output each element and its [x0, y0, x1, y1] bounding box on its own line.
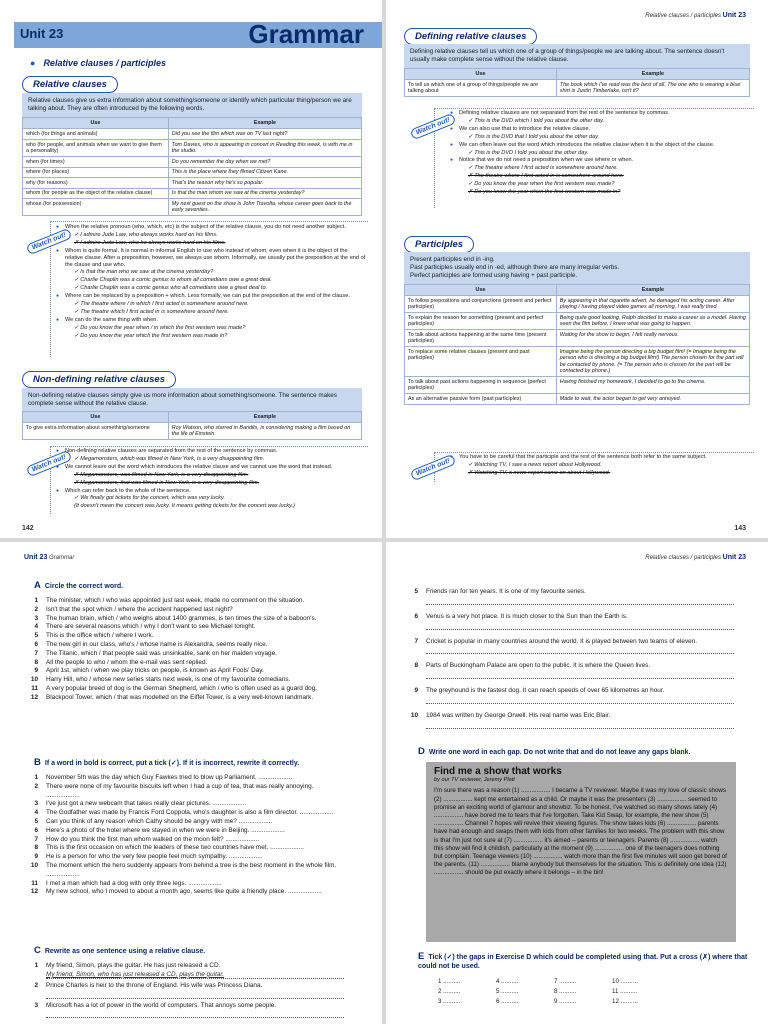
answer-line[interactable]: [426, 721, 734, 729]
exercise-a-letter: A: [34, 580, 41, 591]
item-text: My new school, who I moved to about a month ago, seems like quite a friendly place. ...................: [46, 888, 322, 896]
example-cell: This is the place where they filmed Citizen Kane.: [168, 167, 361, 178]
answer-line[interactable]: [426, 696, 734, 704]
table-row: [405, 313, 750, 330]
table-row: [23, 199, 362, 216]
watch-out-example: ✓ Charlie Chaplin was a comic genius to whom all comedians owe a great deal.: [74, 277, 272, 284]
answer-line[interactable]: [426, 646, 734, 654]
page-143: [386, 0, 768, 538]
table-row: [405, 296, 750, 313]
example-cell: Imagine being the person directing a big budget film! (= Imagine being the person who is directing a big budget film!) The person chosen for the part will be contacted by phone. (= The person who is chosen for the part will be contacted by phone.): [556, 347, 749, 377]
item-number: 12: [30, 888, 38, 896]
exercise-b-list: [24, 774, 344, 897]
answer-slot[interactable]: 4 ..........: [496, 978, 519, 985]
table-row: [405, 80, 750, 97]
answer-slot[interactable]: 12 ..........: [612, 998, 638, 1005]
answer-slot[interactable]: 2 ..........: [438, 988, 461, 995]
exercise-e-answer-grid: [438, 978, 670, 1005]
answer-slot[interactable]: 5 ..........: [496, 988, 519, 995]
item-number: 10: [410, 711, 418, 719]
th-example: Example: [556, 285, 749, 296]
watch-out-example: ✗ Watching TV, a news report came on about Hollywood.: [468, 469, 611, 476]
example-cell: Waiting for the show to begin, I felt really nervous.: [556, 330, 749, 347]
table-row: [23, 140, 362, 157]
watch-out-rule: ● Notice that we do not need a preposition when we use where or when.: [450, 157, 750, 164]
list-item: [24, 888, 344, 897]
item-text: I've just got a new webcam that takes really clear pictures. ...................: [46, 800, 247, 808]
list-item: [24, 694, 344, 703]
item-number: 7: [414, 637, 418, 645]
th-use: Use: [23, 412, 169, 423]
list-item: [24, 650, 344, 659]
list-item: [24, 667, 344, 676]
item-text: Friends ran for ten years. It is one of my favourite series.: [426, 588, 586, 595]
exercise-b-heading: [34, 757, 299, 768]
running-unit: Unit 23: [722, 12, 746, 19]
table-row: [405, 377, 750, 394]
use-cell: To talk about past actions happening in sequence (perfect participles): [405, 377, 557, 394]
use-cell: whom (for people as the object of the relative clause): [23, 188, 169, 199]
answer-slot[interactable]: 1 ..........: [438, 978, 461, 985]
list-item: [24, 809, 344, 818]
item-text: The human brain, which / who weighs about 1400 grammes, is ten times the size of a baboon's.: [46, 614, 317, 622]
list-item: [24, 982, 344, 991]
relative-clauses-intro: Relative clauses give us extra information about something/someone or identify which particular thing/person we are talking about. They are often introduced by the following words.: [22, 93, 362, 117]
answer-slot[interactable]: 6 ..........: [496, 998, 519, 1005]
watch-out-example: ✓ Is that the man who we saw at the cinema yesterday?: [74, 269, 214, 276]
item-number: 5: [414, 588, 418, 595]
participles-pill: Participles: [404, 236, 474, 253]
item-text: 1984 was written by George Orwell. His real name was Eric Blair.: [426, 711, 611, 719]
item-text: Harry Hill, who / whose new series starts next week, is one of my favourite comedians.: [46, 676, 291, 684]
answer-line[interactable]: [46, 991, 344, 999]
exercise-c-letter: C: [34, 945, 41, 956]
answer-slot[interactable]: 10 ..........: [612, 978, 638, 985]
running-header: [645, 12, 746, 19]
item-text: Microsoft has a lot of power in the world of computers. That annoys some people.: [46, 1001, 277, 1009]
watch-out-example: ✓ The theatre where / in which I first acted is somewhere around here.: [74, 301, 249, 308]
item-text: I met a man which had a dog with only three legs. ...................: [46, 879, 222, 887]
watch-out-rule: ● We can often leave out the word which introduces the relative clause when it is the object of the clause.: [450, 142, 750, 149]
use-cell: whose (for possession): [23, 199, 169, 216]
example-cell: The book which I've read was the best of all. The one who is wearing a blue shirt is Justin Timberlake, isn't it?: [556, 80, 749, 97]
watch-out-notes-3: [450, 110, 750, 197]
use-cell: To talk about actions happening at the same time (present participles): [405, 330, 557, 347]
item-text: The Godfather was made by Francis Ford Coppola, who's daughter is also a film director. ...................: [46, 809, 334, 817]
example-cell: Roy Watson, who starred in Bandits, is considering making a film based on the life of Einstein.: [168, 423, 361, 440]
answer-slot[interactable]: 8 ..........: [554, 988, 577, 995]
item-text: The greyhound is the fastest dog. It can reach speeds of over 65 kilometres an hour.: [426, 687, 665, 695]
table-row: [23, 423, 362, 440]
answer-slot[interactable]: 11 ..........: [612, 988, 638, 995]
watch-out-example: ✓ We finally got tickets for the concert, which was very lucky.: [74, 495, 225, 502]
watch-out-example: ✓ Do you know the year when / in which the first western was made?: [74, 324, 246, 331]
item-text: The Titanic, which / that people said was unsinkable, sank on her maiden voyage.: [46, 649, 277, 657]
watch-out-example: ✓ Megamonsters, which was filmed in New York, is a very disappointing film.: [74, 455, 265, 462]
running-title: Relative clauses / participles: [645, 555, 721, 561]
watch-out-rule: ● Where can be replaced by a preposition + which. Less formally, we can put the preposition at the end of the clause.: [56, 293, 366, 300]
running-header: [645, 554, 746, 561]
item-text: Parts of Buckingham Palace are open to the public. It is where the Queen lives.: [426, 662, 651, 670]
non-defining-pill: Non-defining relative clauses: [22, 371, 176, 388]
item-text: November 5th was the day which Guy Fawkes tried to blow up Parliament. ...................: [46, 774, 293, 781]
item-text: Cricket is popular in many countries around the world. It is played between two teams of eleven.: [426, 637, 698, 645]
item-text: The moment which the hero suddenly appears from behind a tree is the best moment in the whole film. ...................: [46, 861, 337, 878]
non-defining-table: [22, 411, 362, 440]
list-item: [24, 1002, 344, 1011]
defining-table: [404, 68, 750, 97]
table-row: [23, 157, 362, 168]
th-example: Example: [168, 118, 361, 129]
participles-intro-line: Present participles end in -ing.: [410, 256, 495, 263]
use-cell: To follow prepositions and conjunctions (present and perfect participles): [405, 296, 557, 313]
page-142: [0, 0, 382, 538]
watch-out-example: ✓ Do you know the year which the first western was made in?: [74, 332, 228, 339]
item-text: How do you think the first man whom walked on the moon felt? ...................: [46, 835, 260, 843]
watch-out-example: ✗ Megamonsters, was filmed in New York, is a very disappointing film.: [74, 471, 249, 478]
list-item: [24, 641, 344, 650]
exercise-d-heading: [418, 746, 691, 757]
item-text: The minister, which / who was appointed just last week, made no comment on the situation.: [46, 597, 305, 604]
running-header: [24, 554, 74, 561]
example-cell: Tom Davies, who is appearing in concert in Reading this week, is with me in the studio.: [168, 140, 361, 157]
item-number: 2: [34, 782, 38, 790]
item-number: 1: [34, 597, 38, 604]
use-cell: To explain the reason for something (present and perfect participles): [405, 313, 557, 330]
participles-intro-line: Perfect participles are formed using having + past participle.: [410, 272, 578, 279]
item-number: 5: [34, 632, 38, 640]
item-text: April 1st, which / when we play tricks on people, is known as April Fools' Day.: [46, 667, 264, 675]
table-row: [23, 178, 362, 189]
th-use: Use: [405, 285, 557, 296]
item-number: 2: [34, 605, 38, 613]
item-text: He is a person for who the very few people feel much sympathy. ...................: [46, 853, 263, 861]
example-cell: Is that the man whom we saw at the cinema yesterday?: [168, 188, 361, 199]
watch-out-rule: ● Whom is quite formal. It is normal in informal English to use who instead of whom, even when it is the object of the relative clause. After a preposition, however, we always use whom. Informally, we usually put the preposition at the end of the clause and use who.: [56, 248, 366, 269]
item-text: Here's a photo of the hotel where we stayed in when we were in Beijing. ...................: [46, 826, 285, 834]
exercise-c-continued: [404, 580, 734, 732]
item-text: A very popular breed of dog is the German Shepherd, which / who is often used as a guard dog.: [46, 684, 318, 692]
table-row: [23, 167, 362, 178]
item-number: 8: [34, 844, 38, 852]
watch-out-rule: ● You have to be careful that the participle and the rest of the sentence both refer to the same subject.: [450, 454, 750, 461]
answer-line[interactable]: [426, 671, 734, 679]
list-item: [24, 676, 344, 685]
exercise-e-title: Tick (✓) the gaps in Exercise D which could be completed using that. Put a cross (✗) where that could not be used.: [418, 954, 748, 970]
item-number: 8: [414, 662, 418, 670]
exercise-e-heading: [418, 952, 748, 971]
table-row: [23, 188, 362, 199]
watch-out-rule: ● When the relative pronoun (who, which, etc) is the subject of the relative clause, you do not need another subject.: [56, 224, 366, 231]
th-use: Use: [23, 118, 169, 129]
watch-out-rule: ● We cannot leave out the word which introduces the relative clause and we cannot use the word that instead.: [56, 464, 366, 471]
use-cell: where (for places): [23, 167, 169, 178]
watch-out-example: ✓ The theatre where I first acted is somewhere around here.: [468, 165, 618, 172]
item-text: There were none of my favourite biscuits left when I had a cup of tea, that was really annoying. ...................: [46, 782, 314, 799]
th-example: Example: [168, 412, 361, 423]
use-cell: who (for people, and animals when we want to give them a personality): [23, 140, 169, 157]
item-number: 2: [34, 981, 38, 989]
answer-slot[interactable]: 9 ..........: [554, 998, 577, 1005]
item-number: 12: [30, 693, 38, 701]
watch-out-rule: ● We can also use that to introduce the relative clause.: [450, 126, 750, 133]
item-text: This is the first occasion on which the leaders of these two countries have met. ...................: [46, 844, 304, 852]
item-number: 9: [34, 853, 38, 861]
table-row: [405, 330, 750, 347]
watch-out-example: ✓ This is the DVD that I told you about the other day.: [468, 133, 600, 140]
list-item: [24, 818, 344, 827]
example-cell: Being quite good looking, Ralph decided to make a career as a model. Having seen the film before, I knew what was going to happen.: [556, 313, 749, 330]
relative-clauses-pill: Relative clauses: [22, 76, 118, 93]
table-row: [405, 347, 750, 377]
page-number: 142: [22, 525, 34, 532]
watch-out-rule: ● Non-defining relative clauses are separated from the rest of the sentence by commas.: [56, 448, 366, 455]
defining-intro: Defining relative clauses tell us which one of a group of things/people we are talking about. The sentence doesn't usually make complete sense without the relative clause.: [404, 44, 750, 68]
exercise-c-heading: [34, 945, 205, 956]
watch-out-example: ✓ This is the DVD I told you about the other day.: [468, 149, 589, 156]
list-item: [24, 962, 344, 971]
list-item: [24, 615, 344, 624]
watch-out-example: ✓ I admire Jude Law, who always works hard on his films.: [74, 231, 218, 238]
list-item: [24, 623, 344, 632]
running-title: Grammar: [49, 555, 75, 561]
item-text: Prince Charles is heir to the throne of England. His wife was Princess Diana.: [46, 981, 263, 989]
watch-out-example: ✓ Charlie Chaplin was a comic genius who all comedians owe a great deal to.: [74, 285, 268, 292]
use-cell: which (for things and animals): [23, 129, 169, 140]
item-text: There are several reasons which / why I don't want to see Michael tonight.: [46, 623, 256, 631]
item-number: 3: [34, 800, 38, 808]
running-unit: Unit 23: [722, 554, 746, 561]
watch-out-badge: Watch out!: [26, 450, 73, 477]
item-number: 7: [34, 835, 38, 843]
item-text: Venus is a very hot place. It is much closer to the Sun than the Earth is.: [426, 612, 628, 620]
watch-out-rule: ● Defining relative clauses are not separated from the rest of the sentence by commas.: [450, 110, 750, 117]
item-text: My friend, Simon, plays the guitar. He has just released a CD.: [46, 962, 221, 969]
watch-out-example: ✗ I admire Jude Law, who he always works hard on his films.: [74, 239, 226, 246]
list-item: [24, 659, 344, 668]
example-cell: Made to wait, the actor began to get very annoyed.: [556, 394, 749, 405]
list-item: [404, 613, 734, 622]
list-item: [404, 662, 734, 671]
item-text: Can you think of any reason which Cathy should be angry with me? ...................: [46, 817, 273, 825]
item-number: 9: [414, 687, 418, 695]
item-text: Blackpool Tower, which / that was modelled on the Eiffel Tower, is a very well-known landmark.: [46, 693, 314, 701]
item-number: 6: [414, 612, 418, 620]
answer-slot[interactable]: 3 ..........: [438, 998, 461, 1005]
watch-out-example: ✗ Megamonsters, that was filmed in New York, is a very disappointing film.: [74, 479, 260, 486]
example-cell: Having finished my homework, I decided to go to the cinema.: [556, 377, 749, 394]
item-number: 1: [34, 962, 38, 969]
item-number: 11: [31, 879, 38, 887]
example-cell: Did you see the film which was on TV last night?: [168, 129, 361, 140]
use-cell: To give extra information about something/someone: [23, 423, 169, 440]
item-number: 6: [34, 640, 38, 648]
item-number: 3: [34, 614, 38, 622]
item-number: 5: [34, 817, 38, 825]
participles-table: [404, 284, 750, 405]
answer-line[interactable]: [426, 622, 734, 630]
watch-out-example: ✗ Do you know the year when the first western was made in?: [468, 189, 621, 196]
article-card: [426, 762, 736, 942]
watch-out-rule: ● Which can refer back to the whole of the sentence.: [56, 488, 366, 495]
exercise-c-list: [24, 962, 344, 1021]
watch-out-notes-2: [56, 448, 366, 511]
use-cell: when (for times): [23, 157, 169, 168]
list-item: [24, 880, 344, 889]
watch-out-example: ✗ The theatre where I first acted in is somewhere around here.: [468, 173, 624, 180]
watch-out-rule: ● We can do the same thing with when.: [56, 317, 366, 324]
item-number: 9: [34, 667, 38, 675]
exercise-a-list: [24, 597, 344, 703]
page-144: [0, 542, 382, 1024]
use-cell: why (for reasons): [23, 178, 169, 189]
non-defining-intro: Non-defining relative clauses simply give us more information about something/someone. The sentence makes complete sense without the relative clause.: [22, 388, 362, 412]
list-item: [404, 588, 734, 597]
watch-out-example: ✓ Do you know the year when the first western was made?: [468, 181, 615, 188]
list-item: [24, 774, 344, 783]
item-number: 8: [34, 658, 38, 666]
grammar-title: Grammar: [248, 19, 364, 49]
list-item: [24, 606, 344, 615]
watch-out-badge: Watch out!: [410, 113, 457, 140]
participles-intro-line: Past participles usually end in -ed, although there are many irregular verbs.: [410, 264, 620, 271]
list-item: [404, 687, 734, 696]
example-cell: My next guest on the show is John Travolta, whose career goes back to the early seventies.: [168, 199, 361, 216]
th-example: Example: [556, 69, 749, 80]
article-title: Find me a show that works: [434, 766, 562, 777]
list-item: [24, 853, 344, 862]
exercise-a-heading: [34, 580, 123, 591]
item-number: 10: [30, 861, 38, 869]
item-number: 3: [34, 1001, 38, 1009]
table-row: [23, 129, 362, 140]
watch-out-example: ✓ This is the DVD which I told you about the other day.: [468, 117, 605, 124]
item-text: Isn't that the spot which / where the accident happened last night?: [46, 605, 233, 613]
list-item: [404, 638, 734, 647]
watch-out-example: ✓ The theatre which I first acted in is somewhere around here.: [74, 308, 229, 315]
item-number: 11: [31, 684, 38, 692]
unit-label: Unit 23: [20, 26, 64, 41]
item-text: The new girl in our class, who's / whose name is Alexandra, seems really nice.: [46, 640, 268, 648]
exercise-e-letter: E: [418, 951, 425, 962]
answer-line[interactable]: [426, 597, 734, 605]
list-item: [24, 836, 344, 845]
exercise-d-letter: D: [418, 746, 425, 757]
list-item: [24, 844, 344, 853]
exercise-a-title: Circle the correct word.: [44, 583, 124, 590]
article-body: I'm sure there was a reason (1) ................. I became a TV reviewer. Maybe it was my love of classic shows (2) ................. kept me entertained as a child. Or maybe it was the presenters (3) ................. seemed to promise an exciting world of glamour and showbiz. To be honest, I've watched so many shows lately (4) ................. have bored me to tears that I've forgotten. Take Kid Swap, for example, the new show (5) ................. Channel 7 hopes will revive their viewing figures. The show takes kids (6) ................. parents have had enough and swaps them with kids from other families for two weeks. The problem with this show is that I'm just not sure at (7) ................. it's aimed – parents or teenagers. Parents (8) ................. watch this show will find it childish, particularly at the moment (9) ................. one of the teenagers does nothing but complain. Teenage viewers (10) ................. watch more than the first five minutes will soon get bored of the parents, (11) ................. blame anybody but themselves for the situation. This is definitely one idea (12) ................. should be put exactly where it belongs – in the bin!: [434, 787, 727, 877]
running-title: Relative clauses / participles: [645, 13, 721, 19]
article-byline: by our TV reviewer, Jeremy Platt: [434, 777, 515, 784]
list-item: [24, 827, 344, 836]
relative-clauses-table: [22, 117, 362, 216]
example-cell: That's the reason why he's so popular.: [168, 178, 361, 189]
example-cell: By appearing in that cigarette advert, he damaged his acting career. After playing / having played video games all morning, I was really tired.: [556, 296, 749, 313]
exercise-b-letter: B: [34, 757, 41, 768]
watch-out-badge: Watch out!: [26, 228, 73, 255]
item-text: All the people to who / whom the e-mail was sent replied.: [46, 658, 208, 666]
item-number: 1: [34, 774, 38, 781]
defining-pill: Defining relative clauses: [404, 28, 537, 45]
exercise-b-title: If a word in bold is correct, put a tick (✓). If it is incorrect, rewrite it correctly.: [44, 760, 300, 767]
page-number: 143: [734, 525, 746, 532]
use-cell: To replace some relative clauses (present and past participles): [405, 347, 557, 377]
item-number: 6: [34, 826, 38, 834]
watch-out-example: ✓ Watching TV, I saw a news report about Hollywood.: [468, 461, 602, 468]
table-row: [405, 394, 750, 405]
list-item: [24, 862, 344, 880]
exercise-d-title: Write one word in each gap. Do not write that and do not leave any gaps blank.: [428, 749, 691, 756]
watch-out-badge: Watch out!: [410, 454, 457, 481]
th-use: Use: [405, 69, 557, 80]
participles-intro: [404, 252, 750, 284]
watch-out-example: (It doesn't mean the concert was lucky. It means getting tickets for the concert was lucky.): [74, 503, 295, 510]
item-number: 7: [34, 649, 38, 657]
watch-out-notes-4: [450, 454, 750, 478]
exercise-c-title: Rewrite as one sentence using a relative clause.: [44, 948, 206, 955]
item-number: 4: [34, 623, 38, 631]
use-cell: As an alternative passive form (past participles): [405, 394, 557, 405]
answer-slot[interactable]: 7 ..........: [554, 978, 577, 985]
list-item: [24, 800, 344, 809]
example-cell: Do you remember the day when we met?: [168, 157, 361, 168]
answer-line[interactable]: My friend, Simon, who has just released a CD, plays the guitar.: [46, 971, 344, 979]
list-item: [24, 685, 344, 694]
item-number: 10: [30, 676, 38, 684]
page-145: [386, 542, 768, 1024]
watch-out-notes-1: [56, 224, 366, 341]
answer-line[interactable]: [46, 1010, 344, 1018]
item-text: This is the office which / where I work.: [46, 632, 154, 640]
list-item: [24, 783, 344, 801]
section-bullet: ● Relative clauses / participles: [30, 58, 166, 68]
list-item: [24, 632, 344, 641]
use-cell: To tell us which one of a group of things/people we are talking about: [405, 80, 557, 97]
list-item: [24, 597, 344, 606]
list-item: [404, 712, 734, 721]
running-unit: Unit 23: [24, 554, 48, 561]
item-number: 4: [34, 809, 38, 817]
